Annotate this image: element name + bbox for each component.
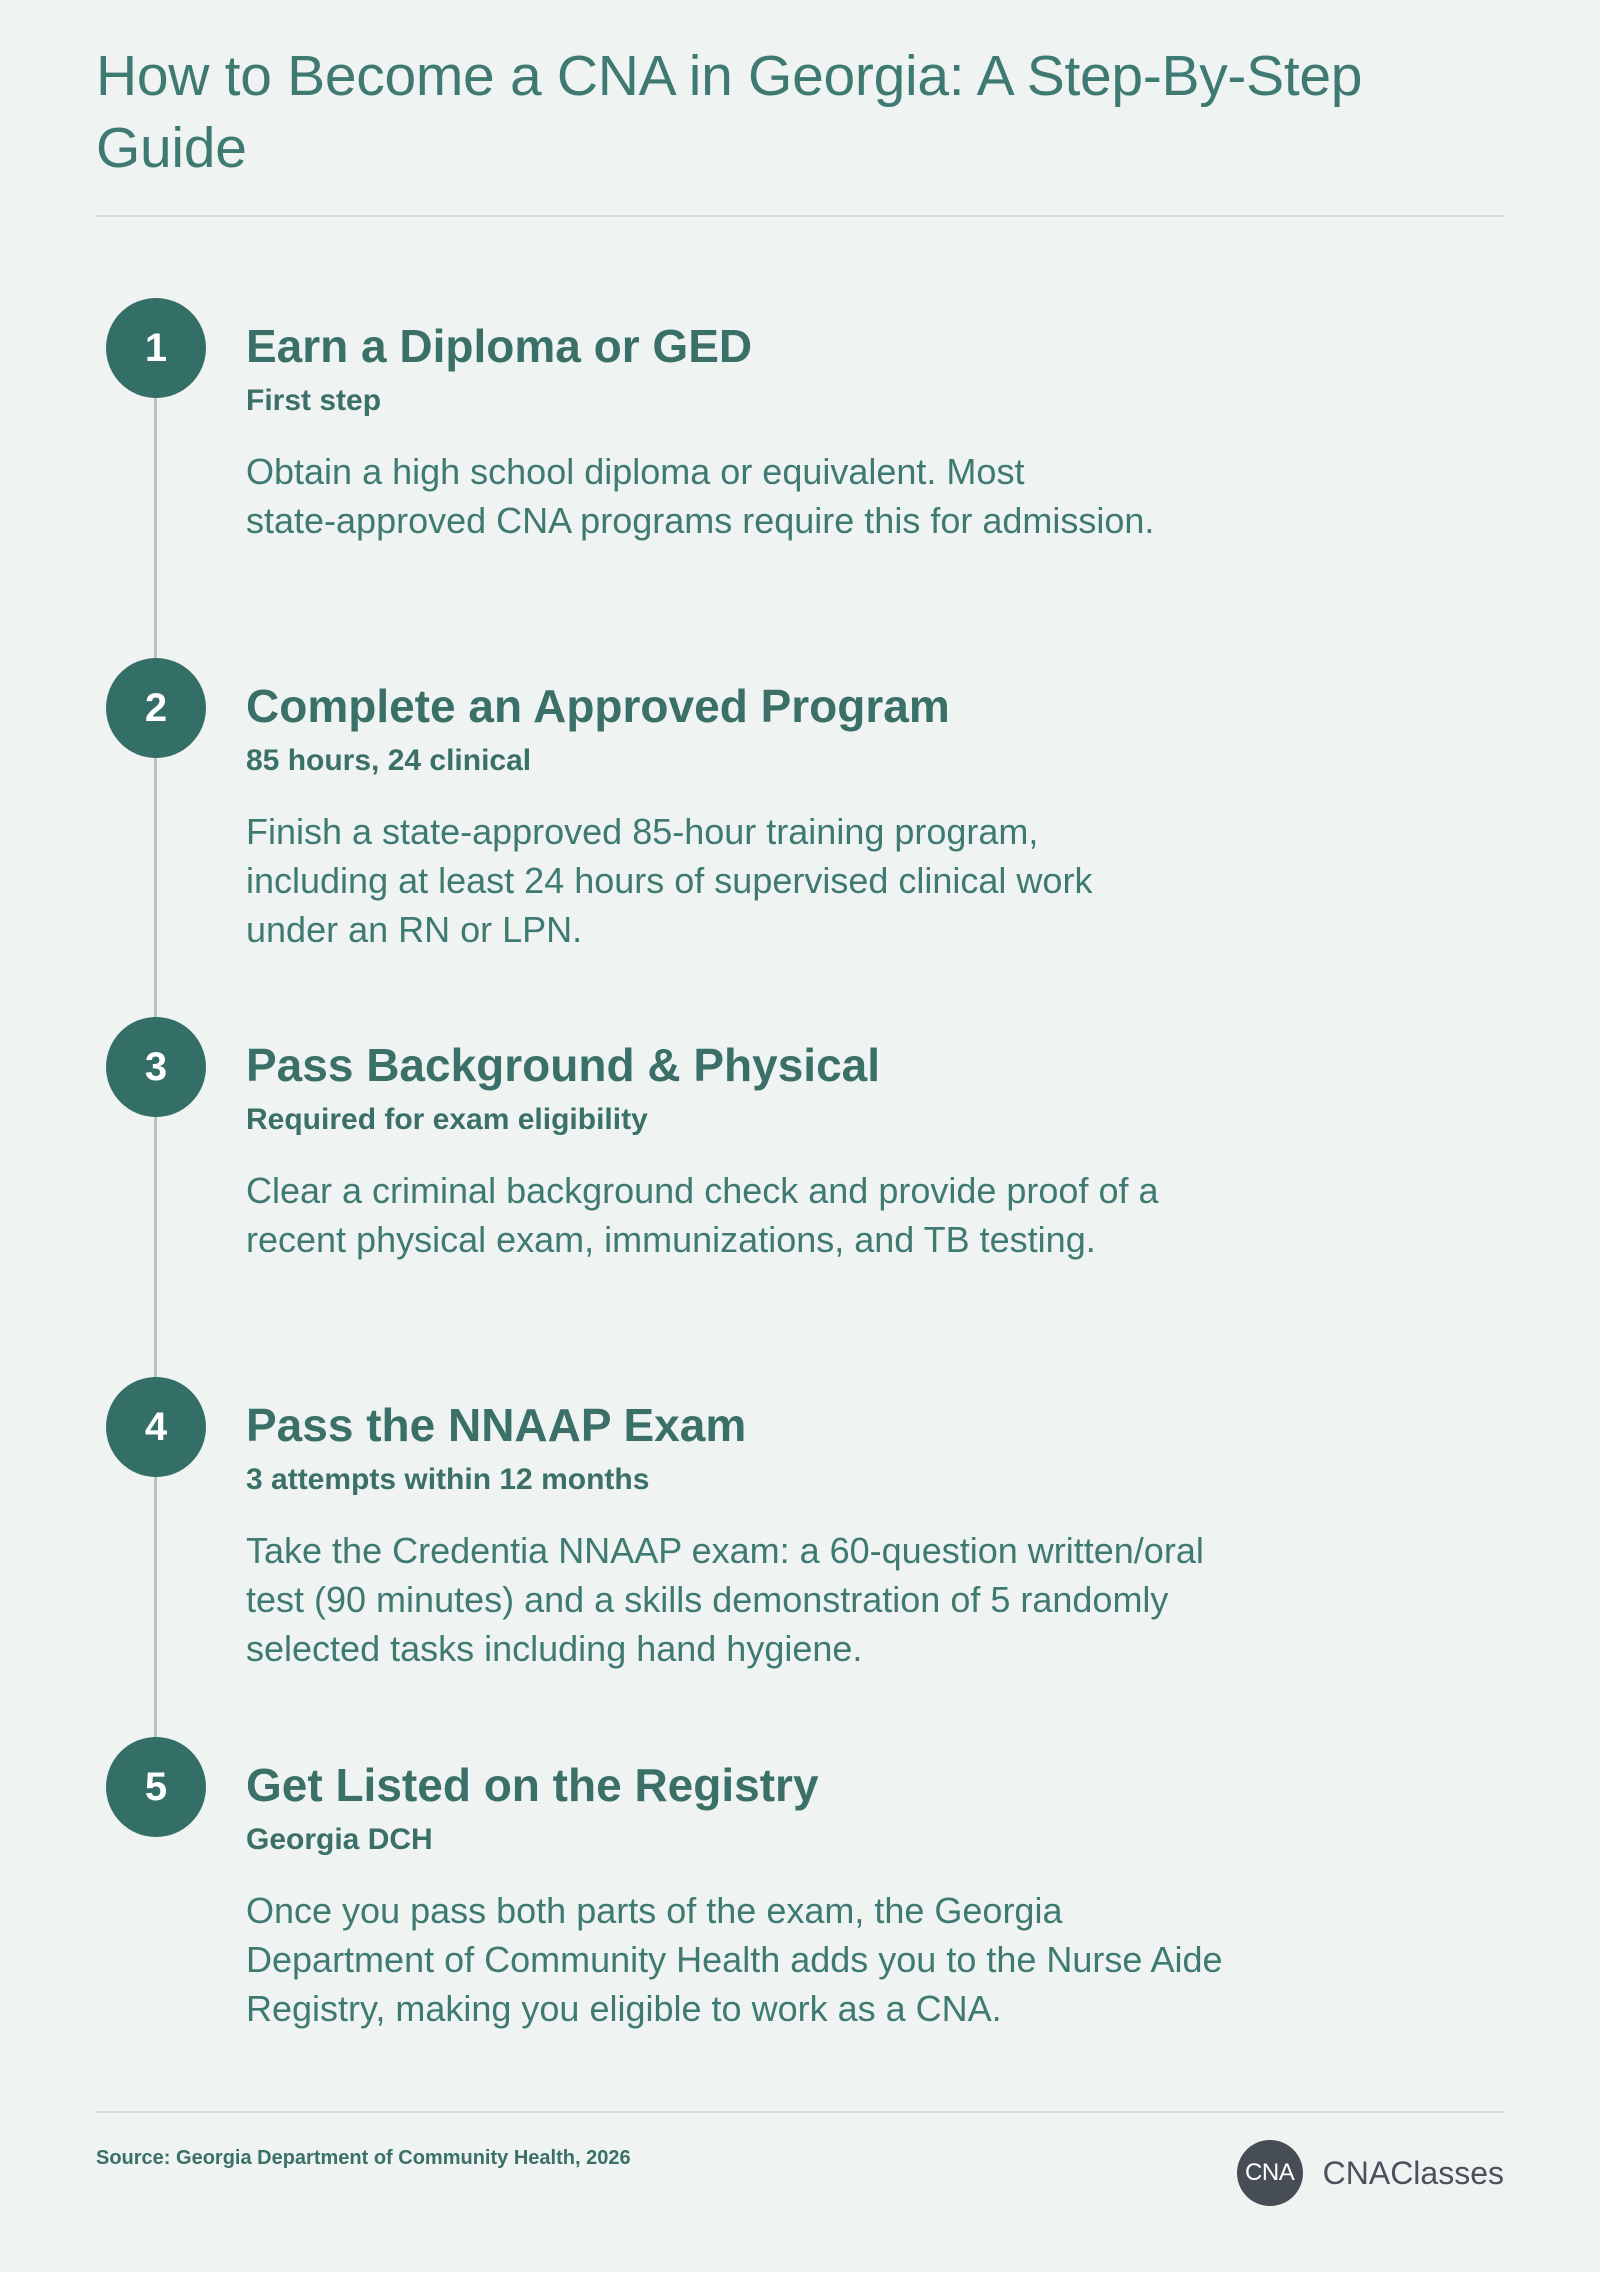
step-description-line: Obtain a high school diploma or equivalent. Most [246,451,1025,492]
step-title: Earn a Diploma or GED [246,320,753,372]
step-number-badge: 4 [106,1377,206,1477]
step-number-badge: 3 [106,1017,206,1117]
step-subtitle: 85 hours, 24 clinical [246,744,532,777]
step-number-badge: 2 [106,658,206,758]
step-description-line: Finish a state-approved 85-hour training program, [246,811,1039,852]
header-divider [96,215,1504,217]
step-description [246,807,1306,954]
step-title: Pass the NNAAP Exam [246,1399,747,1451]
step-title: Pass Background & Physical [246,1039,881,1091]
step-description-line: Department of Community Health adds you to the Nurse Aide [246,1939,1223,1980]
step-title: Get Listed on the Registry [246,1759,819,1811]
step-description-line: recent physical exam, immunizations, and TB testing. [246,1219,1096,1260]
step-description-line: test (90 minutes) and a skills demonstration of 5 randomly [246,1579,1169,1620]
step-description-line: Once you pass both parts of the exam, the Georgia [246,1890,1063,1931]
step-description-line: selected tasks including hand hygiene. [246,1628,863,1669]
step-subtitle: Georgia DCH [246,1823,433,1856]
brand-name: CNAClasses [1322,2154,1504,2191]
source-note: Source: Georgia Department of Community Health, 2026 [96,2147,631,2169]
footer-divider [96,2111,1504,2113]
brand[interactable] [1237,2140,1504,2206]
step-description [246,1166,1306,1264]
step-description-line: state-approved CNA programs require this for admission. [246,500,1155,541]
step-subtitle: Required for exam eligibility [246,1103,648,1136]
step-number-badge: 5 [106,1737,206,1837]
step-subtitle: 3 attempts within 12 months [246,1463,650,1496]
step-description [246,447,1306,545]
step-description [246,1526,1306,1673]
step-description-line: Take the Credentia NNAAP exam: a 60-question written/oral [246,1530,1204,1571]
step-description-line: including at least 24 hours of supervised clinical work [246,860,1093,901]
step-title: Complete an Approved Program [246,680,950,732]
brand-logo-icon: CNA [1237,2140,1303,2206]
step-number-badge: 1 [106,298,206,398]
step-description-line: Clear a criminal background check and provide proof of a [246,1170,1159,1211]
step-description-line: Registry, making you eligible to work as a CNA. [246,1988,1002,2029]
step-description-line: under an RN or LPN. [246,909,583,950]
page-title: How to Become a CNA in Georgia: A Step-By-Step Guide [96,44,1363,180]
step-subtitle: First step [246,384,382,417]
step-description [246,1886,1306,2033]
